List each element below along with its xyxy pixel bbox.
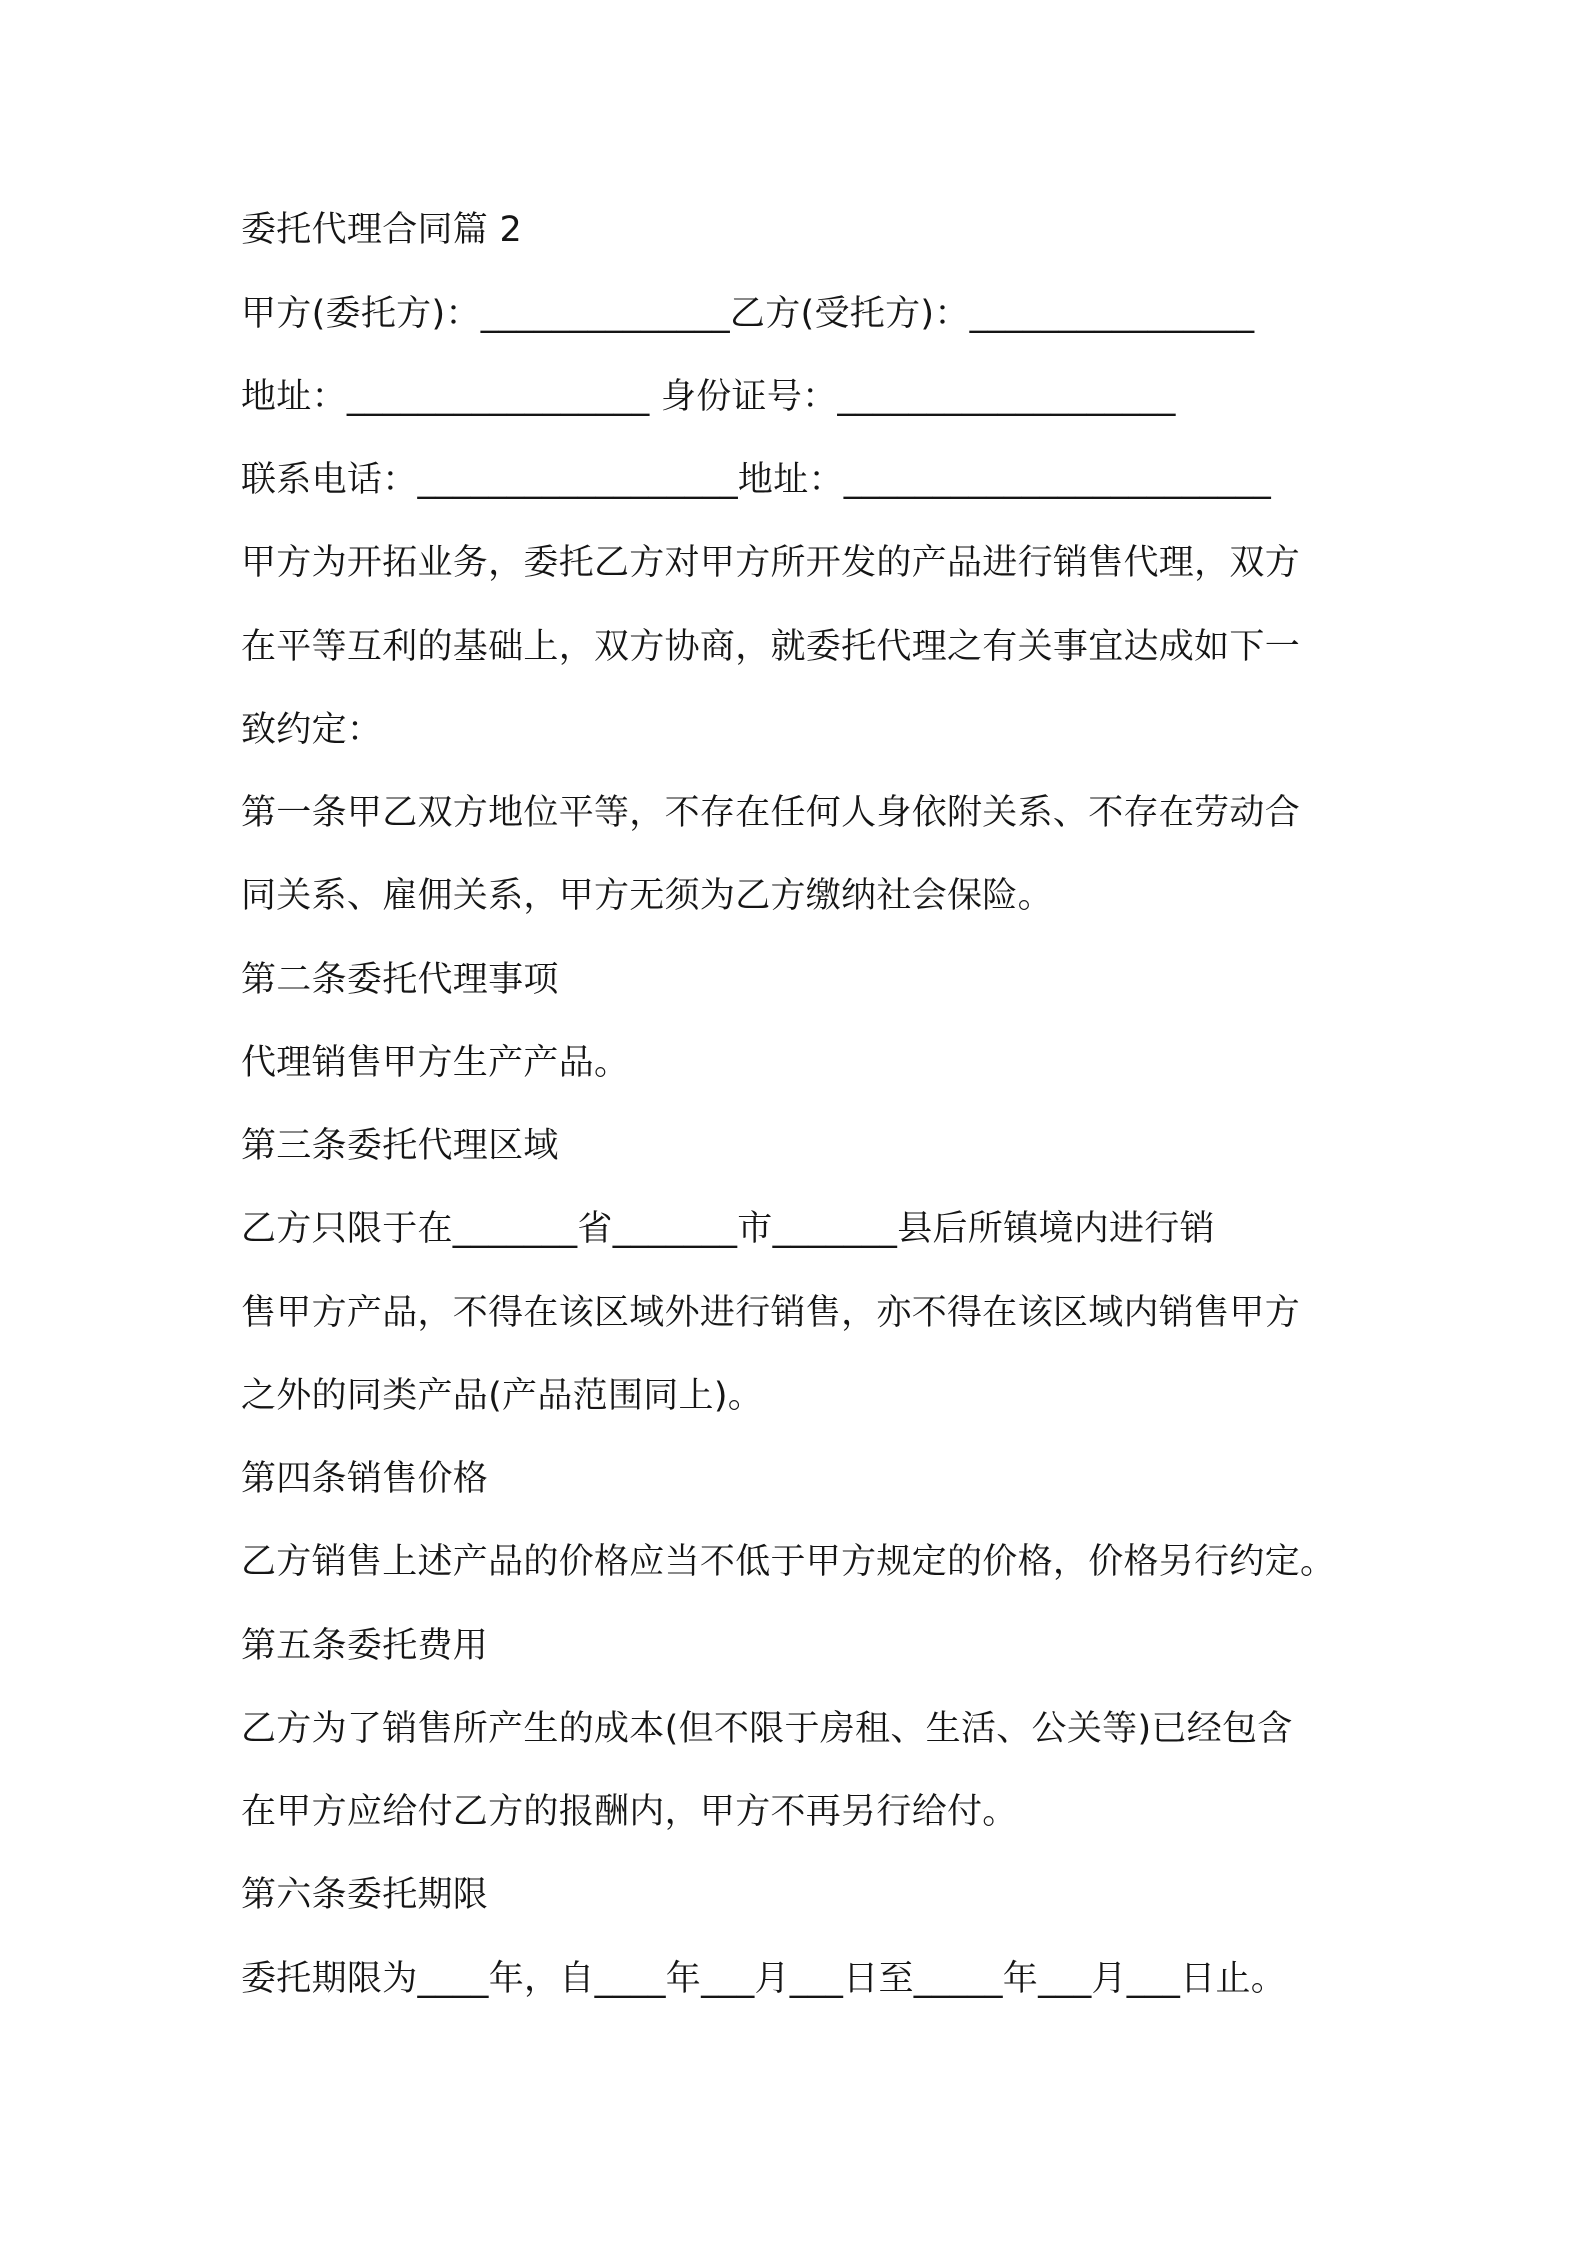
party-a-party-b-line: 甲方(委托方)：______________乙方(受托方)：________________ xyxy=(241,294,1255,334)
document-title: 委托代理合同篇 2 xyxy=(241,210,523,250)
article-3-heading: 第三条委托代理区域 xyxy=(241,1126,559,1166)
article-3-line-1: 乙方只限于在_______省_______市_______县后所镇境内进行销 xyxy=(241,1209,1215,1249)
article-3-line-3: 之外的同类产品(产品范围同上)。 xyxy=(241,1376,764,1416)
article-2-body: 代理销售甲方生产产品。 xyxy=(241,1043,630,1083)
phone-address-line: 联系电话：__________________地址：________________________ xyxy=(241,460,1272,500)
preamble-line-2: 在平等互利的基础上，双方协商，就委托代理之有关事宜达成如下一 xyxy=(241,627,1301,667)
article-5-line-1: 乙方为了销售所产生的成本(但不限于房租、生活、公关等)已经包含 xyxy=(241,1709,1293,1749)
article-5-line-2: 在甲方应给付乙方的报酬内，甲方不再另行给付。 xyxy=(241,1792,1018,1832)
article-1-line-2: 同关系、雇佣关系，甲方无须为乙方缴纳社会保险。 xyxy=(241,876,1053,916)
preamble-line-3: 致约定： xyxy=(241,710,383,750)
article-2-heading: 第二条委托代理事项 xyxy=(241,960,559,1000)
address-id-number-line: 地址：_________________ 身份证号：___________________ xyxy=(241,377,1176,417)
article-6-body: 委托期限为____年，自____年___月___日至_____年___月___日止。 xyxy=(241,1959,1287,1999)
article-4-body: 乙方销售上述产品的价格应当不低于甲方规定的价格，价格另行约定。 xyxy=(241,1542,1336,1582)
article-4-heading: 第四条销售价格 xyxy=(241,1459,489,1499)
article-3-line-2: 售甲方产品，不得在该区域外进行销售，亦不得在该区域内销售甲方 xyxy=(241,1293,1301,1333)
preamble-line-1: 甲方为开拓业务，委托乙方对甲方所开发的产品进行销售代理，双方 xyxy=(241,543,1301,583)
article-5-heading: 第五条委托费用 xyxy=(241,1626,489,1666)
article-1-line-1: 第一条甲乙双方地位平等，不存在任何人身依附关系、不存在劳动合 xyxy=(241,793,1301,833)
article-6-heading: 第六条委托期限 xyxy=(241,1875,489,1915)
